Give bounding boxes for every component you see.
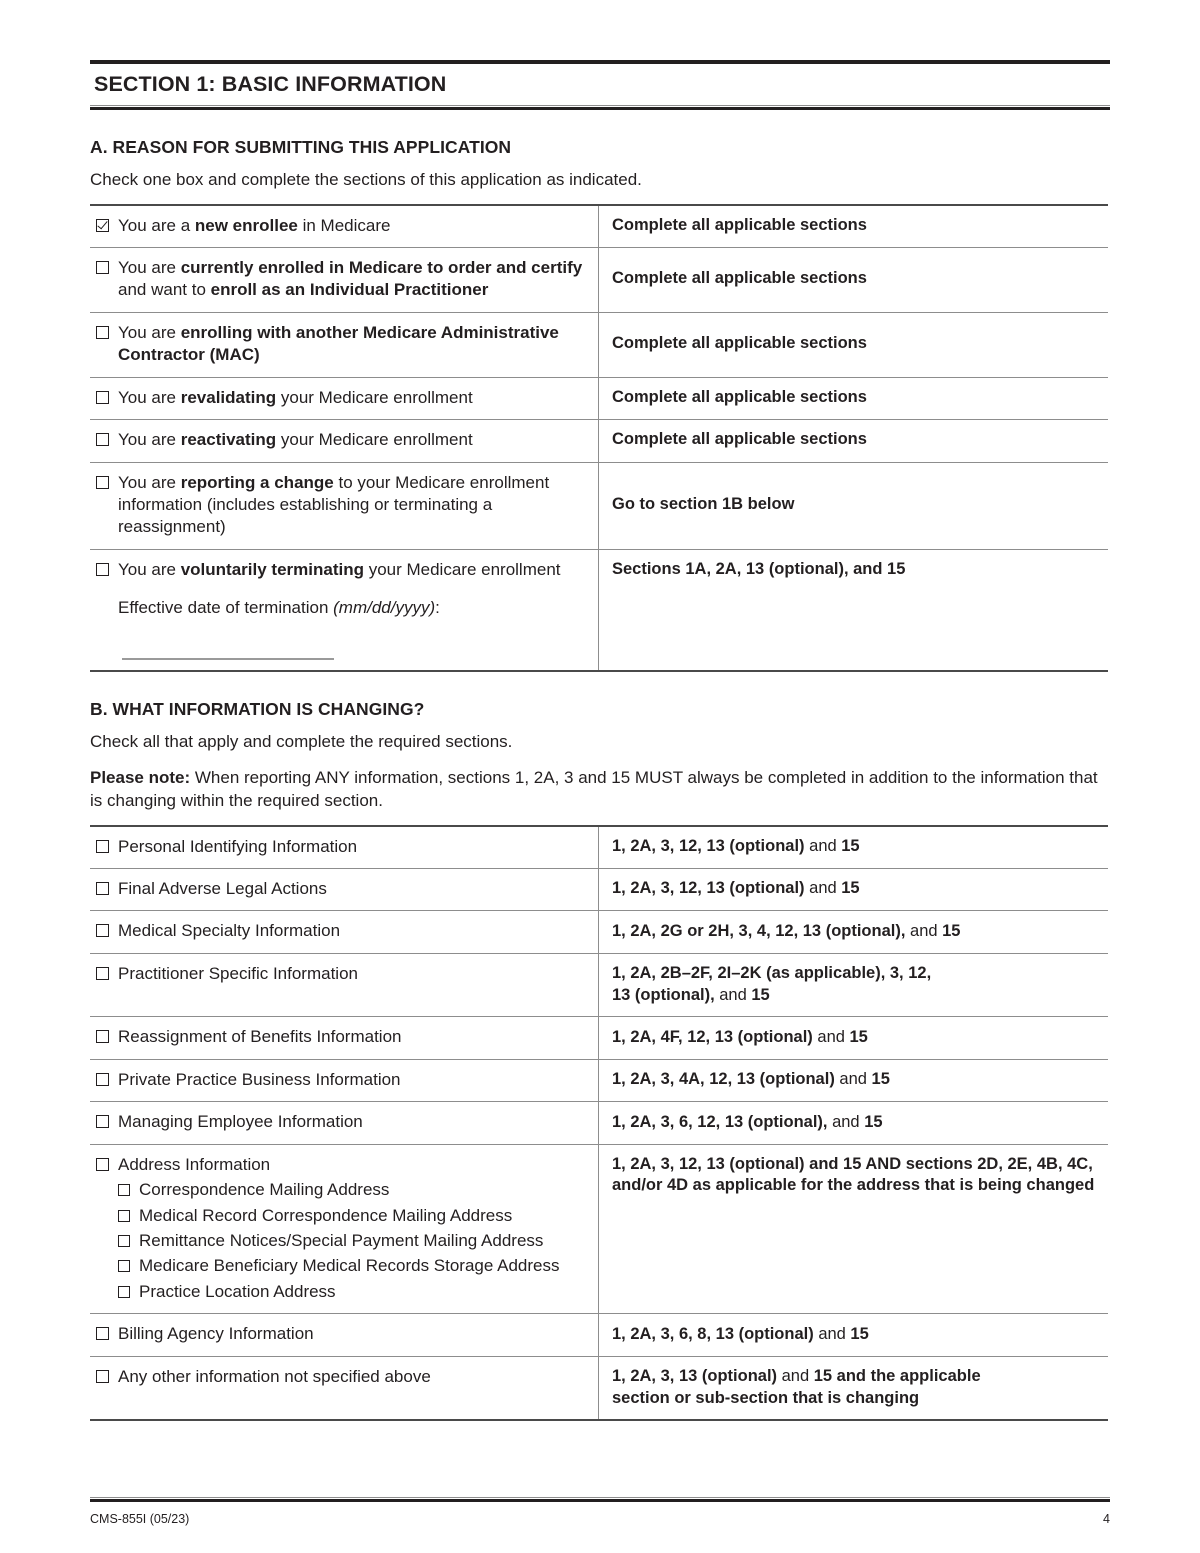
reason-option[interactable] — [96, 215, 588, 237]
table-row — [90, 1017, 1108, 1059]
checkbox-icon[interactable] — [96, 433, 109, 446]
change-sections-label: 1, 2A, 3, 12, 13 (optional) and 15 — [612, 836, 860, 855]
change-option-label: Address Information — [118, 1154, 271, 1174]
checkbox-icon[interactable] — [96, 1158, 109, 1171]
change-option-label: Managing Employee Information — [118, 1112, 363, 1132]
form-id: CMS-855I (05/23) — [90, 1512, 190, 1526]
change-option[interactable] — [96, 836, 588, 858]
checkbox-checked-icon[interactable] — [96, 219, 109, 232]
change-option-cell — [90, 1017, 599, 1059]
checkbox-icon[interactable] — [118, 1235, 130, 1247]
reason-action-cell — [599, 247, 1109, 312]
change-option-label: Any other information not specified above — [118, 1366, 431, 1386]
change-sections-cell — [599, 1314, 1109, 1356]
change-option[interactable] — [96, 1026, 588, 1048]
address-sub-option[interactable] — [118, 1230, 588, 1252]
table-row — [90, 953, 1108, 1017]
reason-action-label: Complete all applicable sections — [612, 334, 867, 353]
reason-option-label: You are voluntarily terminating your Medicare enrollment — [118, 559, 561, 579]
reason-option-label: You are enrolling with another Medicare Administrative Contractor (MAC) — [118, 322, 559, 365]
checkbox-icon[interactable] — [96, 1327, 109, 1340]
change-option-cell — [90, 1314, 599, 1356]
checkbox-icon[interactable] — [96, 967, 109, 980]
table-row — [90, 549, 1108, 670]
reason-for-submitting-table — [90, 204, 1108, 672]
change-sections-cell — [599, 1144, 1109, 1314]
table-row — [90, 826, 1108, 869]
table-row — [90, 377, 1108, 419]
checkbox-icon[interactable] — [118, 1260, 130, 1272]
table-row — [90, 312, 1108, 377]
page-number: 4 — [1103, 1512, 1110, 1526]
termination-date-block — [118, 597, 588, 659]
change-sections-label: 1, 2A, 3, 13 (optional) and 15 and the applicable section or sub-section that is changing — [612, 1366, 981, 1407]
part-b-note: Please note: When reporting ANY information, sections 1, 2A, 3 and 15 MUST always be completed in addition to the information that is changing within the required section. — [90, 767, 1098, 810]
change-option-label: Billing Agency Information — [118, 1324, 314, 1344]
reason-option-cell — [90, 462, 599, 549]
table-row — [90, 205, 1108, 248]
change-sections-label: 1, 2A, 4F, 12, 13 (optional) and 15 — [612, 1027, 868, 1046]
change-sections-cell — [599, 1102, 1109, 1144]
address-sub-options — [118, 1179, 588, 1303]
table-row — [90, 247, 1108, 312]
table-row — [90, 869, 1108, 911]
part-a-heading: A. REASON FOR SUBMITTING THIS APPLICATION — [90, 136, 512, 157]
reason-option-cell — [90, 247, 599, 312]
address-sub-option-label: Medical Record Correspondence Mailing Address — [139, 1205, 513, 1225]
reason-action-cell — [599, 377, 1109, 419]
change-sections-cell — [599, 869, 1109, 911]
change-sections-cell — [599, 1356, 1109, 1420]
footer-thin-rule — [90, 1497, 1110, 1498]
reason-option-cell — [90, 312, 599, 377]
checkbox-icon[interactable] — [96, 476, 109, 489]
reason-action-cell — [599, 462, 1109, 549]
reason-action-label: Complete all applicable sections — [612, 430, 867, 449]
change-sections-label: 1, 2A, 2B–2F, 2I–2K (as applicable), 3, 12, 13 (optional), and 15 — [612, 963, 932, 1004]
table-row — [90, 911, 1108, 953]
reason-action-cell — [599, 420, 1109, 462]
reason-option[interactable] — [96, 429, 588, 451]
change-option-label: Personal Identifying Information — [118, 836, 358, 856]
checkbox-icon[interactable] — [118, 1184, 130, 1196]
page-footer — [90, 1497, 1110, 1526]
reason-action-cell — [599, 312, 1109, 377]
address-sub-option[interactable] — [118, 1281, 588, 1303]
address-sub-option[interactable] — [118, 1179, 588, 1201]
change-sections-cell — [599, 1059, 1109, 1101]
reason-option-label: You are currently enrolled in Medicare to order and certify and want to enroll as an Individual Practitioner — [118, 257, 583, 300]
change-option-label: Practitioner Specific Information — [118, 963, 358, 983]
change-option[interactable] — [96, 1154, 588, 1176]
checkbox-icon[interactable] — [96, 1370, 109, 1383]
change-option[interactable] — [96, 920, 588, 942]
reason-option[interactable] — [96, 257, 588, 302]
change-sections-cell — [599, 826, 1109, 869]
change-sections-label: 1, 2A, 3, 12, 13 (optional) and 15 AND sections 2D, 2E, 4B, 4C, and/or 4D as applicable for the address that is being changed — [612, 1154, 1095, 1195]
reason-option[interactable] — [96, 322, 588, 367]
section-title: SECTION 1: BASIC INFORMATION — [94, 72, 447, 96]
reason-option-label: You are reporting a change to your Medicare enrollment information (includes establishing or terminating a reassignment) — [118, 472, 550, 537]
checkbox-icon[interactable] — [96, 840, 109, 853]
reason-option-cell — [90, 420, 599, 462]
address-sub-option[interactable] — [118, 1205, 588, 1227]
change-sections-cell — [599, 1017, 1109, 1059]
reason-action-label: Sections 1A, 2A, 13 (optional), and 15 — [612, 559, 906, 578]
change-option-label: Medical Specialty Information — [118, 921, 341, 941]
change-option-cell — [90, 1356, 599, 1420]
reason-option-label: You are revalidating your Medicare enrollment — [118, 387, 473, 407]
change-sections-label: 1, 2A, 3, 6, 8, 13 (optional) and 15 — [612, 1324, 869, 1343]
checkbox-icon[interactable] — [96, 1073, 109, 1086]
what-is-changing-table — [90, 825, 1108, 1422]
change-option[interactable] — [96, 878, 588, 900]
checkbox-icon[interactable] — [96, 391, 109, 404]
reason-option-cell — [90, 377, 599, 419]
change-option-cell — [90, 911, 599, 953]
document-page — [90, 0, 1110, 1553]
reason-action-cell — [599, 549, 1109, 670]
reason-option-cell — [90, 205, 599, 248]
change-sections-label: 1, 2A, 3, 6, 12, 13 (optional), and 15 — [612, 1112, 883, 1131]
checkbox-icon[interactable] — [96, 924, 109, 937]
change-option-cell — [90, 953, 599, 1017]
reason-option-label: You are reactivating your Medicare enrollment — [118, 430, 473, 450]
change-option-cell — [90, 1144, 599, 1314]
banner-bottom-thick-rule — [90, 107, 1110, 110]
checkbox-icon[interactable] — [118, 1286, 130, 1298]
part-a-instruction: Check one box and complete the sections of this application as indicated. — [90, 169, 642, 189]
checkbox-icon[interactable] — [96, 1115, 109, 1128]
termination-date-input[interactable] — [122, 658, 334, 660]
termination-date-label: Effective date of termination (mm/dd/yyyy): — [118, 598, 440, 618]
reason-action-label: Complete all applicable sections — [612, 269, 867, 288]
part-b-instruction: Check all that apply and complete the required sections. — [90, 731, 513, 751]
change-sections-cell — [599, 911, 1109, 953]
change-option[interactable] — [96, 1366, 588, 1388]
change-option-cell — [90, 869, 599, 911]
checkbox-icon[interactable] — [96, 1030, 109, 1043]
checkbox-icon[interactable] — [96, 261, 109, 274]
table-row — [90, 1059, 1108, 1101]
table-row — [90, 1102, 1108, 1144]
change-option[interactable] — [96, 1111, 588, 1133]
checkbox-icon[interactable] — [96, 882, 109, 895]
change-sections-label: 1, 2A, 3, 4A, 12, 13 (optional) and 15 — [612, 1070, 890, 1089]
address-sub-option[interactable] — [118, 1255, 588, 1277]
banner-bottom-thin-rule — [90, 105, 1110, 106]
checkbox-icon[interactable] — [118, 1210, 130, 1222]
checkbox-icon[interactable] — [96, 326, 109, 339]
address-sub-option-label: Correspondence Mailing Address — [139, 1180, 390, 1200]
part-b-heading: B. WHAT INFORMATION IS CHANGING? — [90, 698, 425, 719]
change-option[interactable] — [96, 1323, 588, 1345]
reason-action-label: Go to section 1B below — [612, 495, 795, 514]
change-option-label: Private Practice Business Information — [118, 1069, 401, 1089]
address-sub-option-label: Remittance Notices/Special Payment Mailing Address — [139, 1231, 544, 1251]
reason-option[interactable] — [96, 472, 588, 539]
change-option-cell — [90, 826, 599, 869]
table-row — [90, 1314, 1108, 1356]
table-row — [90, 1144, 1108, 1314]
change-option-label: Final Adverse Legal Actions — [118, 879, 327, 898]
reason-option-cell — [90, 549, 599, 670]
address-sub-option-label: Practice Location Address — [139, 1281, 336, 1301]
change-option[interactable] — [96, 1069, 588, 1091]
change-option-label: Reassignment of Benefits Information — [118, 1027, 402, 1047]
reason-action-label: Complete all applicable sections — [612, 215, 867, 234]
change-option-cell — [90, 1059, 599, 1101]
change-sections-label: 1, 2A, 3, 12, 13 (optional) and 15 — [612, 879, 860, 898]
reason-action-cell — [599, 205, 1109, 248]
section-banner — [90, 60, 1110, 110]
change-option[interactable] — [96, 963, 588, 985]
table-row — [90, 420, 1108, 462]
checkbox-icon[interactable] — [96, 563, 109, 576]
reason-option[interactable] — [96, 559, 588, 581]
change-sections-label: 1, 2A, 2G or 2H, 3, 4, 12, 13 (optional), and 15 — [612, 921, 961, 940]
change-option-cell — [90, 1102, 599, 1144]
change-sections-cell — [599, 953, 1109, 1017]
reason-option-label: You are a new enrollee in Medicare — [118, 215, 391, 235]
reason-action-label: Complete all applicable sections — [612, 388, 867, 407]
reason-option[interactable] — [96, 387, 588, 409]
table-row — [90, 1356, 1108, 1420]
address-sub-option-label: Medicare Beneficiary Medical Records Storage Address — [139, 1256, 560, 1276]
table-row — [90, 462, 1108, 549]
